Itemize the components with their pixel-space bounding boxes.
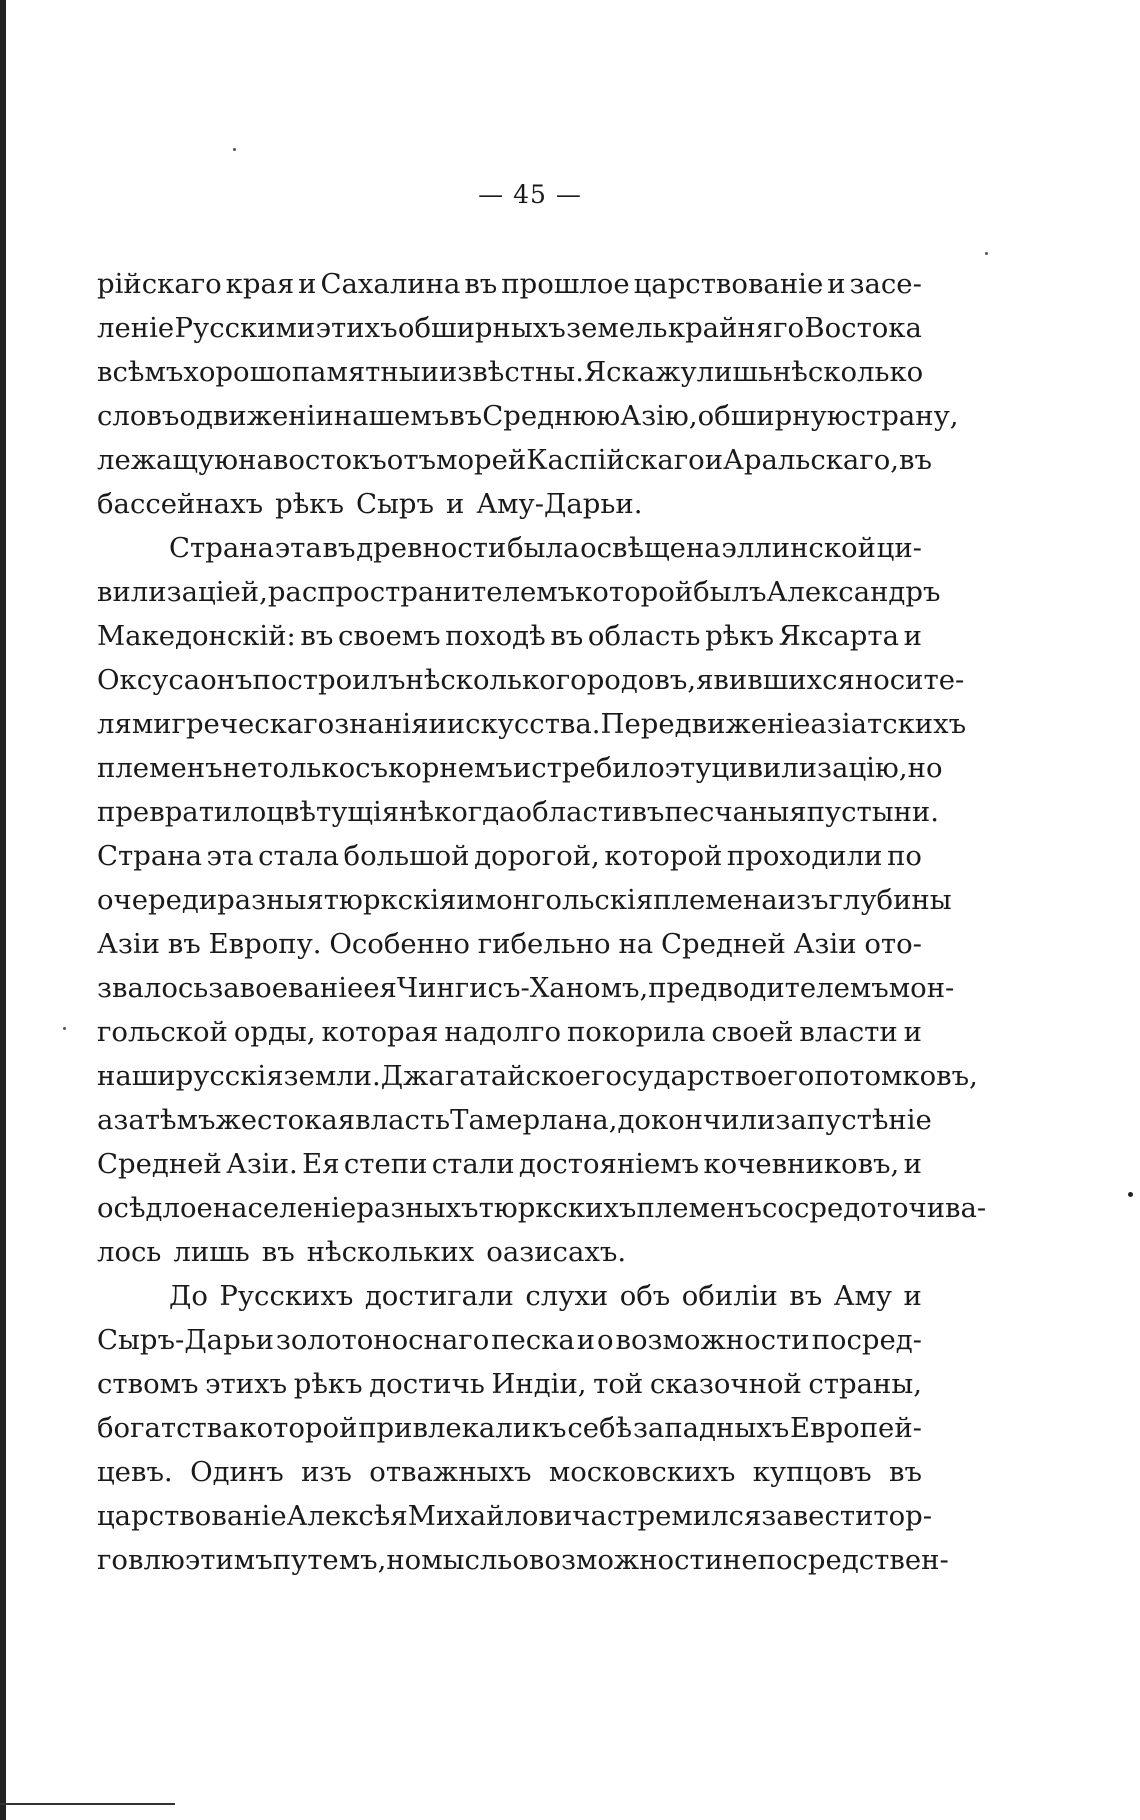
- word: лежащую: [97, 444, 239, 476]
- word: о: [179, 400, 196, 432]
- word: страну,: [850, 400, 959, 432]
- word: русскія: [175, 1060, 284, 1092]
- word: Востока: [804, 312, 922, 344]
- word: леніе: [97, 312, 175, 344]
- word: на: [618, 928, 654, 960]
- word: Ея: [302, 1148, 340, 1180]
- word: ото-: [864, 928, 922, 960]
- word: земли.: [283, 1060, 381, 1092]
- text-line: [97, 1450, 922, 1494]
- word: края: [225, 268, 295, 300]
- word: азіатскихъ: [810, 708, 967, 740]
- word: о: [512, 1544, 529, 1576]
- word: той: [593, 1368, 644, 1400]
- text-line: [97, 746, 943, 790]
- word: походѣ: [445, 620, 546, 652]
- word: о: [597, 1324, 614, 1356]
- word: мысль: [421, 1544, 513, 1576]
- word: вилизаціей,: [97, 576, 268, 608]
- word: достигали: [364, 1280, 514, 1312]
- word: власть: [355, 1104, 451, 1136]
- text-line: [97, 570, 941, 614]
- word: по: [887, 840, 922, 872]
- word: тюркскія: [323, 884, 457, 916]
- word: Среднюю: [482, 400, 621, 432]
- text-line: [97, 1274, 922, 1318]
- word: купцовъ: [752, 1456, 872, 1488]
- word: земель: [566, 312, 668, 344]
- word: но: [386, 1544, 422, 1576]
- word: Русскихъ: [219, 1280, 354, 1312]
- word: Европу.: [208, 928, 322, 960]
- word: распространителемъ: [267, 576, 576, 608]
- word: превратило: [97, 796, 267, 828]
- word: востокъ: [272, 444, 387, 476]
- word: разныя: [217, 884, 324, 916]
- word: стремился: [606, 1500, 762, 1532]
- word: въ: [899, 444, 932, 476]
- word: области: [515, 796, 632, 828]
- word: Каспійскаго: [526, 444, 705, 476]
- word: кочевниковъ,: [703, 1148, 900, 1180]
- word: освѣщена: [580, 532, 721, 564]
- word: западныхъ: [632, 1412, 790, 1444]
- text-line: [97, 1362, 922, 1406]
- word: истребило: [512, 752, 665, 784]
- word: орды,: [233, 1016, 316, 1048]
- text-line: [97, 1186, 987, 1230]
- page-number: — 45 —: [478, 180, 582, 209]
- word: ствомъ: [97, 1368, 199, 1400]
- word: запустѣніе: [775, 1104, 932, 1136]
- word: степи: [343, 1148, 428, 1180]
- word: сказочной: [649, 1368, 802, 1400]
- word: и: [903, 620, 922, 652]
- word: Оксуса: [97, 664, 201, 696]
- word: городовъ,: [555, 664, 697, 696]
- word: этимъ: [184, 1544, 273, 1576]
- word: глубины: [828, 884, 952, 916]
- word: морей: [436, 444, 527, 476]
- word: разныхъ: [356, 1192, 479, 1224]
- text-line: [97, 1318, 922, 1362]
- text-line: [97, 1494, 933, 1538]
- word: Передвиженіе: [600, 708, 811, 740]
- word: населеніе: [212, 1192, 357, 1224]
- word: въ: [464, 268, 498, 300]
- word: Одинъ: [190, 1456, 284, 1488]
- word: нѣкогда: [399, 796, 516, 828]
- word: себѣ: [567, 1412, 633, 1444]
- word: изъ: [301, 1456, 352, 1488]
- text-line: [97, 834, 922, 878]
- word: Азію,: [620, 400, 698, 432]
- print-speck: [63, 1027, 66, 1030]
- word: предводителемъ: [648, 972, 889, 1004]
- word: песка: [491, 1324, 575, 1356]
- word: говлю: [97, 1544, 185, 1576]
- word: отважныхъ: [369, 1456, 532, 1488]
- word: оазисахъ.: [486, 1236, 627, 1268]
- word: Средней: [660, 928, 786, 960]
- word: корнемъ: [388, 752, 513, 784]
- text-line: [97, 262, 922, 306]
- word: обширныхъ: [397, 312, 566, 344]
- word: возможности: [615, 1324, 810, 1356]
- word: построилъ: [252, 664, 406, 696]
- word: на: [238, 444, 273, 476]
- word: древности: [356, 532, 507, 564]
- word: отъ: [386, 444, 437, 476]
- text-line: [97, 482, 922, 526]
- text-line: [97, 526, 922, 570]
- word: обиліи: [681, 1280, 778, 1312]
- word: былъ: [693, 576, 767, 608]
- word: въ: [449, 400, 483, 432]
- word: крайняго: [667, 312, 805, 344]
- word: въ: [322, 532, 356, 564]
- text-line: [97, 394, 959, 438]
- word: въ: [167, 928, 201, 960]
- word: завоеваніе: [208, 972, 364, 1004]
- word: Страна: [97, 840, 202, 872]
- word: надолго: [444, 1016, 562, 1048]
- word: Сыръ: [355, 488, 434, 520]
- word: лишь: [173, 1236, 250, 1268]
- word: цивилизацію,: [711, 752, 908, 784]
- word: и: [903, 1016, 922, 1048]
- text-line: [97, 790, 940, 834]
- word: Особенно: [329, 928, 470, 960]
- word: затѣмъ: [113, 1104, 216, 1136]
- word: лишь: [696, 356, 773, 388]
- word: песчаныя: [664, 796, 807, 828]
- word: докончили: [617, 1104, 776, 1136]
- word: область: [587, 620, 701, 652]
- word: явившихся: [696, 664, 855, 696]
- word: власти: [799, 1016, 898, 1048]
- text-line: [97, 1010, 922, 1054]
- word: этихъ: [315, 312, 398, 344]
- word: осѣдлое: [97, 1192, 213, 1224]
- word: Чингисъ-Ханомъ,: [396, 972, 649, 1004]
- word: возможности: [528, 1544, 724, 1576]
- word: лось: [97, 1236, 162, 1268]
- word: которая: [321, 1016, 439, 1048]
- word: и: [428, 708, 447, 740]
- word: посред-: [811, 1324, 922, 1356]
- word: племенъ: [97, 752, 223, 784]
- word: богатства: [97, 1412, 239, 1444]
- page-binding-edge: [0, 0, 6, 1820]
- word: тор-: [873, 1500, 933, 1532]
- word: Аму: [833, 1280, 893, 1312]
- word: нѣскольких: [306, 1236, 475, 1268]
- word: всѣмъ: [97, 356, 184, 388]
- word: рійскаго: [97, 268, 222, 300]
- word: государство: [590, 1060, 768, 1092]
- text-line: [97, 1142, 922, 1186]
- word: движеніи: [195, 400, 334, 432]
- word: монгольскія: [474, 884, 654, 916]
- word: Я: [583, 356, 607, 388]
- word: и: [903, 1148, 922, 1180]
- word: Сахалина: [320, 268, 461, 300]
- word: не: [222, 752, 258, 784]
- word: только: [257, 752, 356, 784]
- word: въ: [300, 620, 334, 652]
- word: словъ: [97, 400, 180, 432]
- word: царствованіе: [97, 1500, 287, 1532]
- word: которой: [575, 576, 694, 608]
- word: обширную: [697, 400, 851, 432]
- word: нашемъ: [333, 400, 450, 432]
- word: къ: [531, 1412, 567, 1444]
- word: которой: [239, 1412, 358, 1444]
- word: покорила: [566, 1016, 706, 1048]
- word: нѣсколько: [772, 356, 924, 388]
- word: Тамерлана,: [450, 1104, 618, 1136]
- word: и: [903, 1280, 922, 1312]
- word: эллинской: [721, 532, 876, 564]
- word: царствованіе: [633, 268, 824, 300]
- word: Алексѣя: [286, 1500, 408, 1532]
- word: въ: [631, 796, 665, 828]
- page-body-text: [97, 262, 987, 1582]
- word: ея: [363, 972, 397, 1004]
- word: мон-: [888, 972, 955, 1004]
- text-line: [97, 438, 932, 482]
- word: и: [576, 1324, 596, 1356]
- word: Средней: [97, 1148, 222, 1180]
- word: засе-: [849, 268, 922, 300]
- word: Индіи,: [491, 1368, 587, 1400]
- word: въ: [261, 1236, 295, 1268]
- word: гольской: [97, 1016, 228, 1048]
- word: объ: [619, 1280, 671, 1312]
- word: рѣкъ: [293, 1368, 363, 1400]
- word: страны,: [808, 1368, 922, 1400]
- word: которой: [604, 840, 723, 872]
- word: Русскими: [174, 312, 316, 344]
- word: цевъ.: [97, 1456, 173, 1488]
- word: Европей-: [790, 1412, 922, 1444]
- word: Александръ: [766, 576, 941, 608]
- word: искусства.: [446, 708, 601, 740]
- word: московскихъ: [548, 1456, 736, 1488]
- word: эту: [664, 752, 712, 784]
- word: Михайловича: [407, 1500, 607, 1532]
- text-line: [97, 922, 922, 966]
- print-speck: [233, 148, 236, 151]
- word: До: [169, 1280, 208, 1312]
- text-line: [97, 1098, 932, 1142]
- word: путемъ,: [272, 1544, 387, 1576]
- word: привлекали: [358, 1412, 532, 1444]
- print-speck: [1128, 1192, 1133, 1197]
- text-line: [97, 350, 922, 394]
- word: Азіи: [793, 928, 857, 960]
- print-speck: [985, 252, 988, 255]
- word: и: [827, 268, 846, 300]
- word: золотоноснаго: [275, 1324, 490, 1356]
- word: эта: [274, 532, 322, 564]
- word: рѣкъ: [275, 488, 344, 520]
- word: цвѣтущія: [266, 796, 400, 828]
- word: эта: [206, 840, 254, 872]
- word: своемъ: [338, 620, 441, 652]
- word: въ: [889, 1456, 922, 1488]
- word: и: [446, 488, 465, 520]
- word: Яксарта: [778, 620, 899, 652]
- word: завести: [761, 1500, 874, 1532]
- word: слухи: [525, 1280, 609, 1312]
- word: непосредствен-: [723, 1544, 949, 1576]
- text-line: [97, 658, 965, 702]
- word: его: [767, 1060, 815, 1092]
- text-line: [97, 1406, 922, 1450]
- word: племенъ: [636, 1192, 763, 1224]
- word: въ: [789, 1280, 823, 1312]
- word: бассейнахъ: [97, 488, 264, 520]
- text-line: [97, 702, 967, 746]
- word: была: [507, 532, 580, 564]
- word: тюркскихъ: [478, 1192, 637, 1224]
- text-line: [97, 306, 922, 350]
- text-line: [97, 1538, 949, 1582]
- word: достичь: [369, 1368, 485, 1400]
- word: скажу: [606, 356, 697, 388]
- word: стала: [258, 840, 339, 872]
- text-line: [97, 878, 952, 922]
- word: извѣстны.: [438, 356, 584, 388]
- word: Азіи: [97, 928, 160, 960]
- text-line: [97, 614, 922, 658]
- word: пустыни.: [806, 796, 940, 828]
- word: племена: [653, 884, 778, 916]
- word: проходили: [726, 840, 883, 872]
- word: потомковъ,: [814, 1060, 978, 1092]
- word: своей: [711, 1016, 794, 1048]
- word: Аму-Дарьи.: [476, 488, 643, 520]
- word: рѣкъ: [705, 620, 774, 652]
- text-line: [97, 1054, 978, 1098]
- word: сосредоточива-: [762, 1192, 987, 1224]
- word: хорошо: [183, 356, 292, 388]
- word: достояніемъ: [518, 1148, 700, 1180]
- word: Аральскаго,: [723, 444, 900, 476]
- word: этихъ: [205, 1368, 288, 1400]
- word: памятны: [291, 356, 421, 388]
- word: но: [907, 752, 943, 784]
- word: лями: [97, 708, 172, 740]
- word: и: [298, 268, 317, 300]
- word: греческаго: [171, 708, 335, 740]
- word: прошлое: [501, 268, 630, 300]
- word: Македонскій:: [97, 620, 296, 652]
- word: дорогой,: [474, 840, 600, 872]
- word: ци-: [876, 532, 922, 564]
- word: жестокая: [215, 1104, 356, 1136]
- word: и: [704, 444, 724, 476]
- word: съ: [355, 752, 389, 784]
- word: большой: [343, 840, 470, 872]
- word: онъ: [200, 664, 253, 696]
- word: носите-: [854, 664, 965, 696]
- bottom-rule: [0, 1803, 175, 1805]
- word: и: [420, 356, 439, 388]
- word: а: [97, 1104, 114, 1136]
- word: въ: [550, 620, 584, 652]
- word: знанія: [334, 708, 429, 740]
- word: стали: [431, 1148, 515, 1180]
- text-line: [97, 966, 955, 1010]
- word: звалось: [97, 972, 209, 1004]
- word: изъ: [777, 884, 829, 916]
- word: Джагатайское: [380, 1060, 591, 1092]
- word: очереди: [97, 884, 218, 916]
- word: гибельно: [477, 928, 611, 960]
- text-line: [97, 1230, 922, 1274]
- word: наши: [97, 1060, 176, 1092]
- word: Страна: [169, 532, 274, 564]
- word: Сыръ-Дарьи: [97, 1324, 274, 1356]
- word: и: [456, 884, 475, 916]
- word: нѣсколько: [405, 664, 556, 696]
- word: Азіи.: [226, 1148, 298, 1180]
